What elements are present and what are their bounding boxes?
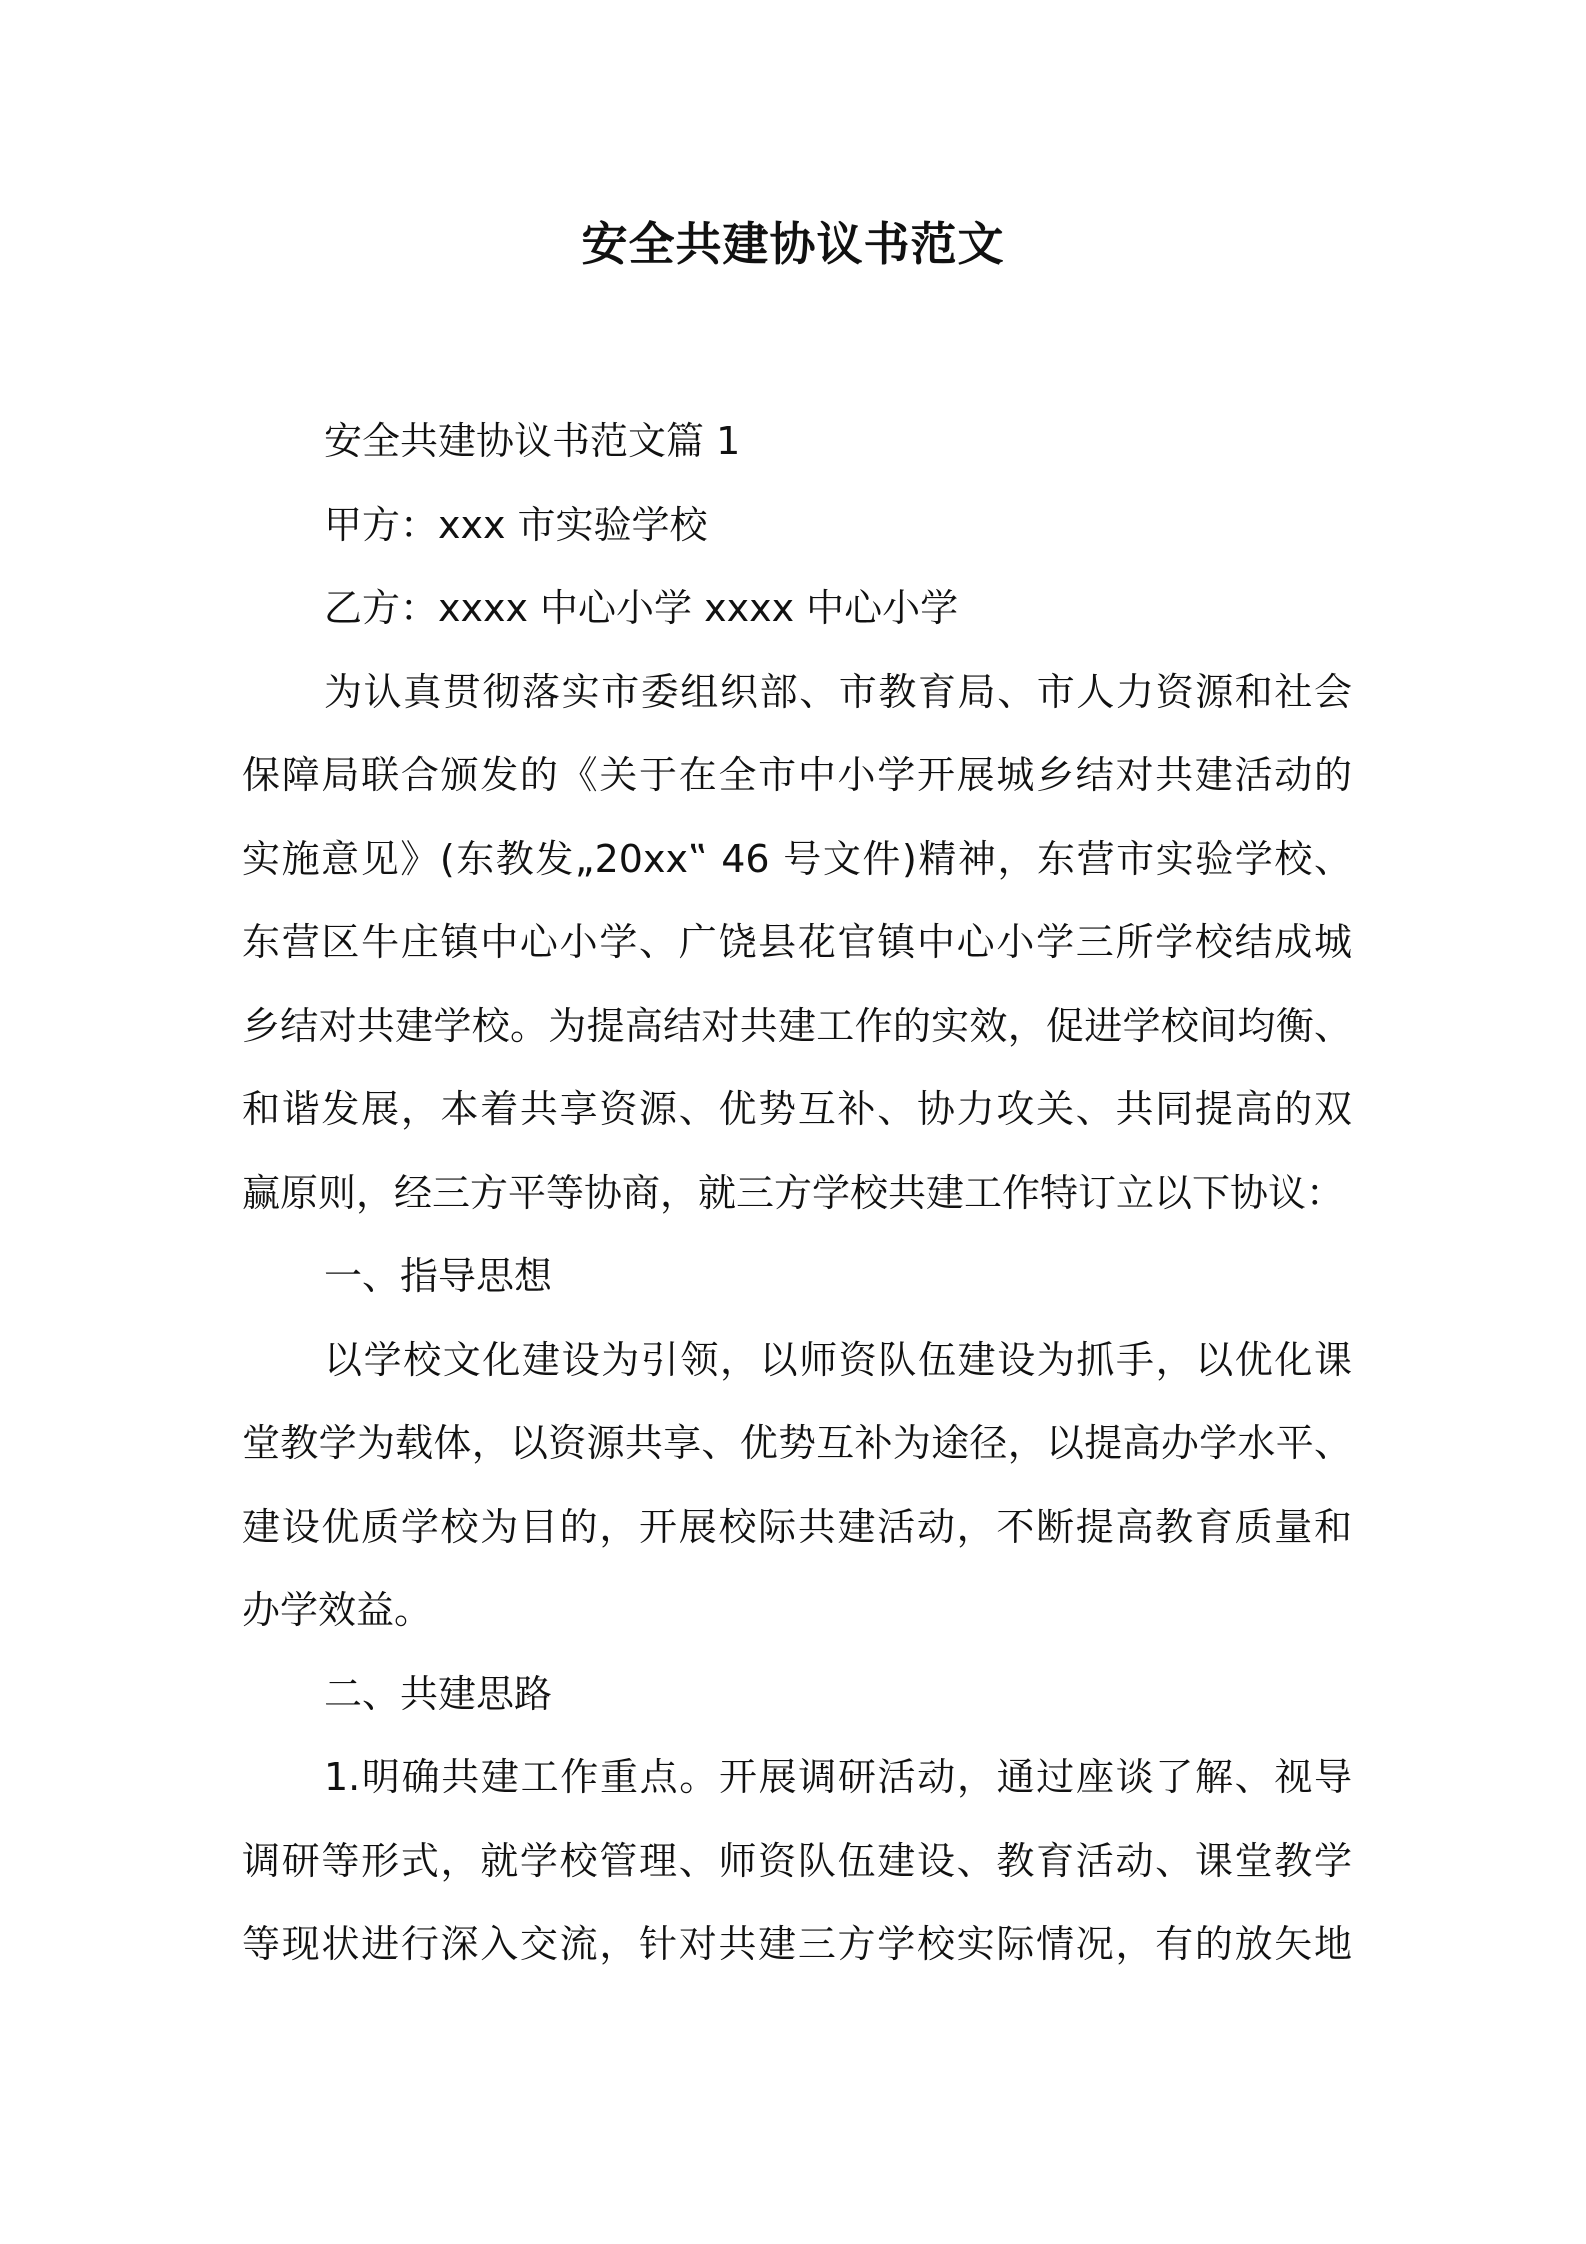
text-line: 办学效益。: [242, 1588, 433, 1632]
text-line: 二、共建思路: [324, 1671, 553, 1716]
document-title: 安全共建协议书范文: [581, 217, 1005, 271]
text-line: 等现状进行深入交流，针对共建三方学校实际情况，有的放矢地: [242, 1922, 1352, 1966]
text-line: 乙方：xxxx 中心小学 xxxx 中心小学: [324, 586, 959, 630]
text-line: 一、指导思想: [324, 1254, 553, 1298]
text-line: 赢原则，经三方平等协商，就三方学校共建工作特订立以下协议：: [242, 1170, 1345, 1215]
text-line: 乡结对共建学校。为提高结对共建工作的实效，促进学校间均衡、: [242, 1003, 1352, 1048]
text-line: 以学校文化建设为引领，以师资队伍建设为抓手，以优化课: [324, 1337, 1352, 1382]
text-line: 堂教学为载体，以资源共享、优势互补为途径，以提高办学水平、: [242, 1421, 1352, 1465]
text-line: 东营区牛庄镇中心小学、广饶县花官镇中心小学三所学校结成城: [242, 920, 1352, 964]
text-line: 调研等形式，就学校管理、师资队伍建设、教育活动、课堂教学: [242, 1838, 1352, 1883]
text-line: 为认真贯彻落实市委组织部、市教育局、市人力资源和社会: [324, 669, 1352, 714]
text-line: 1.明确共建工作重点。开展调研活动，通过座谈了解、视导: [324, 1755, 1352, 1799]
text-line: 甲方：xxx 市实验学校: [324, 502, 708, 547]
text-line: 建设优质学校为目的，开展校际共建活动，不断提高教育质量和: [242, 1504, 1352, 1549]
text-line: 保障局联合颁发的《关于在全市中小学开展城乡结对共建活动的: [242, 753, 1352, 797]
text-line: 和谐发展，本着共享资源、优势互补、协力攻关、共同提高的双: [242, 1087, 1352, 1131]
document-body: [242, 400, 1352, 1987]
text-line: 安全共建协议书范文篇 1: [324, 419, 741, 463]
text-line: 实施意见》(东教发„20xx‟ 46 号文件)精神，东营市实验学校、: [242, 836, 1352, 881]
